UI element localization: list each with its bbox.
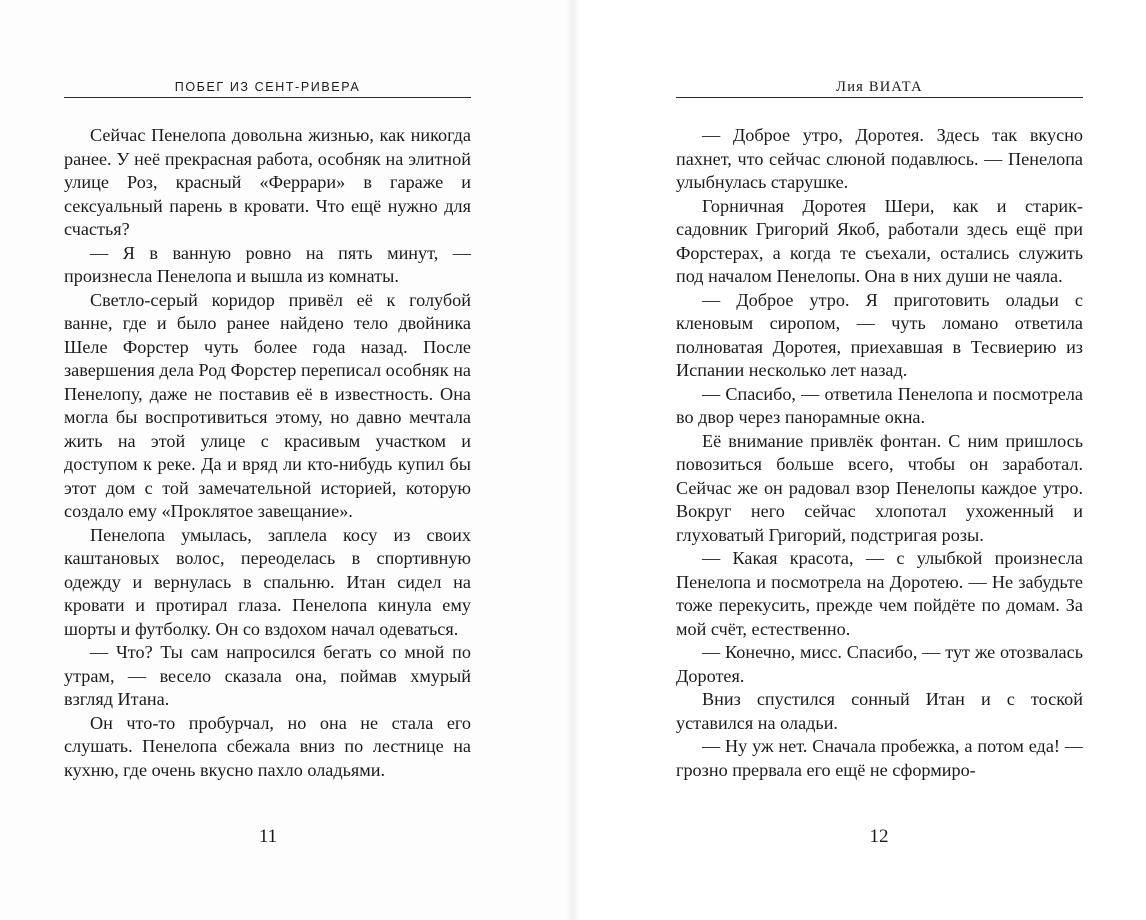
paragraph: — Доброе утро. Я приготовить оладьи с кленовым сиропом, — чуть ломано ответила полноватая Доротея, приехавшая в Тесвиерию из Испании несколько лет назад. xyxy=(676,289,1083,380)
paragraph: — Я в ванную ровно на пять минут, — произнесла Пенелопа и вышла из комнаты. xyxy=(64,242,471,286)
page-number-left: 11 xyxy=(258,826,278,847)
right-page xyxy=(573,0,1146,920)
running-head-left: ПОБЕГ ИЗ СЕНТ-РИВЕРА xyxy=(64,76,471,98)
book-gutter xyxy=(566,0,580,920)
paragraph: — Доброе утро, Доротея. Здесь так вкусно пахнет, что сейчас слюной подавлюсь. — Пенелопа улыбнулась старушке. xyxy=(676,125,1083,192)
paragraph: Пенелопа умылась, заплела косу из своих каштановых волос, переоделась в спортивную одежду и вернулась в спальню. Итан сидел на кровати и протирал глаза. Пенелопа кинула ему шорты и футболку. Он со вздохом начал одеваться. xyxy=(64,524,471,639)
paragraph: — Ну уж нет. Сначала пробежка, а потом еда! — грозно прервала его ещё не сформиро- xyxy=(676,736,1083,780)
paragraph: — Спасибо, — ответила Пенелопа и посмотрела во двор через панорамные окна. xyxy=(676,383,1083,427)
paragraph: Её внимание привлёк фонтан. С ним пришлось повозиться больше всего, чтобы он заработал. Сейчас же он радовал взор Пенелопы каждое утро. Вокруг него сейчас хлопотал ухоженный и глуховатый Григорий, подстригая розы. xyxy=(676,430,1083,545)
left-page-text xyxy=(64,124,471,782)
paragraph: Светло-серый коридор привёл её к голубой ванне, где и было ранее найдено тело двойника Шеле Форстер чуть более года назад. После завершения дела Род Форстер переписал особняк на Пенелопу, даже не поставив её в известность. Она могла бы воспротивиться этому, но давно мечтала жить на этой улице с красивым участком и доступом к реке. Да и вряд ли кто-нибудь купил бы этот дом с той замечательной историей, которую создало ему «Проклятое завещание». xyxy=(64,289,471,521)
page-number-right: 12 xyxy=(869,826,889,847)
paragraph: Вниз спустился сонный Итан и с тоской уставился на оладьи. xyxy=(676,689,1083,733)
running-head-right: Лия ВИАТА xyxy=(676,76,1083,98)
paragraph: — Какая красота, — с улыбкой произнесла Пенелопа и посмотрела на Доротею. — Не забудьте тоже перекусить, прежде чем пойдёте по домам. За мой счёт, естественно. xyxy=(676,548,1083,639)
paragraph: — Что? Ты сам напросился бегать со мной по утрам, — весело сказала она, поймав хмурый взгляд Итана. xyxy=(64,642,471,709)
paragraph: Горничная Доротея Шери, как и старик-садовник Григорий Якоб, работали здесь ещё при Форстерах, а когда те съехали, остались служить под началом Пенелопы. Она в них души не чаяла. xyxy=(676,195,1083,286)
paragraph: Он что-то пробурчал, но она не стала его слушать. Пенелопа сбежала вниз по лестнице на кухню, где очень вкусно пахло оладьями. xyxy=(64,712,471,780)
paragraph: Сейчас Пенелопа довольна жизнью, как никогда ранее. У неё прекрасная работа, особняк на элитной улице Роз, красный «Феррари» в гараже и сексуальный парень в кровати. Что ещё нужно для счастья? xyxy=(64,125,471,239)
right-page-text xyxy=(676,124,1083,782)
paragraph: — Конечно, мисс. Спасибо, — тут же отозвалась Доротея. xyxy=(676,642,1083,686)
